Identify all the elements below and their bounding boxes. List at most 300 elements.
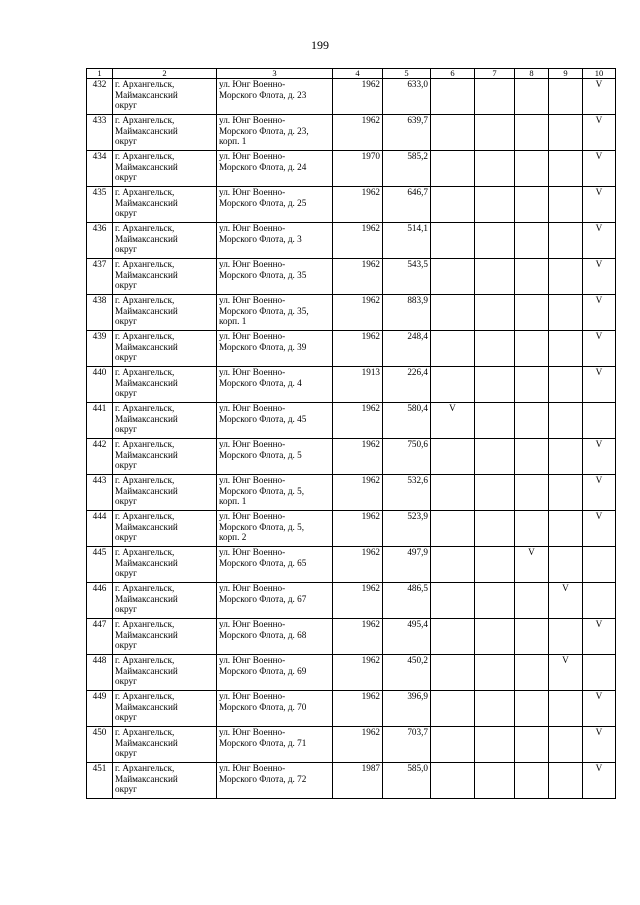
area-cell: 514,1: [383, 223, 431, 259]
locality-cell: [113, 79, 217, 115]
mark-cell-col-7: [475, 727, 515, 763]
address-line: корп. 2: [219, 532, 247, 543]
locality-line: Маймаксанский: [115, 413, 178, 424]
mark-cell-col-7: [475, 331, 515, 367]
address-line: ул. Юнг Военно-: [219, 79, 286, 89]
locality-line: Маймаксанский: [115, 197, 178, 208]
row-number-cell: 443: [87, 475, 113, 511]
mark-cell-col-9: [549, 151, 583, 187]
locality-line: г. Архангельск,: [115, 655, 175, 665]
row-number-cell: 450: [87, 727, 113, 763]
mark-cell-col-6: [431, 583, 475, 619]
address-cell: [217, 151, 333, 187]
mark-cell-col-9: [549, 403, 583, 439]
year-built-cell: 1962: [333, 439, 383, 475]
area-cell: 646,7: [383, 187, 431, 223]
mark-cell-col-10: V: [583, 259, 616, 295]
locality-line: Маймаксанский: [115, 161, 178, 172]
address-cell: [217, 115, 333, 151]
address-line: корп. 1: [219, 496, 247, 507]
address-line: Морского Флота, д. 70: [219, 701, 307, 712]
address-cell: [217, 583, 333, 619]
area-cell: 396,9: [383, 691, 431, 727]
mark-cell-col-7: [475, 403, 515, 439]
address-line: Морского Флота, д. 5: [219, 449, 302, 460]
row-number-cell: 451: [87, 763, 113, 799]
table-row: [87, 259, 616, 295]
address-line: ул. Юнг Военно-: [219, 295, 286, 305]
mark-cell-col-6: [431, 475, 475, 511]
locality-line: Маймаксанский: [115, 485, 178, 496]
address-line: Морского Флота, д. 5,: [219, 485, 305, 496]
address-cell: [217, 79, 333, 115]
locality-cell: [113, 691, 217, 727]
mark-cell-col-7: [475, 439, 515, 475]
year-built-cell: 1962: [333, 619, 383, 655]
mark-cell-col-8: [515, 619, 549, 655]
locality-line: округ: [115, 532, 137, 543]
row-number-cell: 446: [87, 583, 113, 619]
mark-cell-col-9: [549, 763, 583, 799]
row-number-cell: 438: [87, 295, 113, 331]
address-line: Морского Флота, д. 25: [219, 197, 307, 208]
locality-line: округ: [115, 352, 137, 363]
address-cell: [217, 223, 333, 259]
area-cell: 639,7: [383, 115, 431, 151]
mark-cell-col-7: [475, 187, 515, 223]
table-row: [87, 187, 616, 223]
address-cell: [217, 331, 333, 367]
year-built-cell: 1962: [333, 511, 383, 547]
year-built-cell: 1987: [333, 763, 383, 799]
address-line: Морского Флота, д. 69: [219, 665, 307, 676]
address-line: Морского Флота, д. 23: [219, 89, 307, 100]
locality-line: Маймаксанский: [115, 269, 178, 280]
locality-cell: [113, 295, 217, 331]
locality-line: г. Архангельск,: [115, 223, 175, 233]
locality-line: г. Архангельск,: [115, 187, 175, 197]
mark-cell-col-10: V: [583, 331, 616, 367]
mark-cell-col-8: [515, 187, 549, 223]
mark-cell-col-10: V: [583, 223, 616, 259]
address-line: ул. Юнг Военно-: [219, 115, 286, 125]
locality-cell: [113, 367, 217, 403]
table-row: [87, 619, 616, 655]
mark-cell-col-6: [431, 79, 475, 115]
row-number-cell: 432: [87, 79, 113, 115]
locality-cell: [113, 619, 217, 655]
mark-cell-col-7: [475, 151, 515, 187]
mark-cell-col-7: [475, 691, 515, 727]
address-cell: [217, 547, 333, 583]
mark-cell-col-10: V: [583, 511, 616, 547]
mark-cell-col-9: [549, 619, 583, 655]
mark-cell-col-9: [549, 187, 583, 223]
mark-cell-col-7: [475, 367, 515, 403]
address-line: Морского Флота, д. 3: [219, 233, 302, 244]
year-built-cell: 1962: [333, 187, 383, 223]
mark-cell-col-8: V: [515, 547, 549, 583]
mark-cell-col-8: [515, 331, 549, 367]
mark-cell-col-8: [515, 439, 549, 475]
year-built-cell: 1962: [333, 295, 383, 331]
year-built-cell: 1962: [333, 583, 383, 619]
address-line: ул. Юнг Военно-: [219, 331, 286, 341]
mark-cell-col-8: [515, 79, 549, 115]
mark-cell-col-9: [549, 331, 583, 367]
locality-line: Маймаксанский: [115, 377, 178, 388]
locality-line: округ: [115, 172, 137, 183]
mark-cell-col-8: [515, 223, 549, 259]
table-body: [87, 69, 616, 799]
table-row: [87, 475, 616, 511]
mark-cell-col-9: [549, 691, 583, 727]
locality-line: Маймаксанский: [115, 341, 178, 352]
table-row: [87, 727, 616, 763]
mark-cell-col-6: [431, 727, 475, 763]
mark-cell-col-10: [583, 403, 616, 439]
row-number-cell: 442: [87, 439, 113, 475]
address-line: ул. Юнг Военно-: [219, 223, 286, 233]
locality-line: округ: [115, 388, 137, 399]
mark-cell-col-6: [431, 439, 475, 475]
mark-cell-col-9: [549, 439, 583, 475]
locality-line: округ: [115, 640, 137, 651]
column-number: 8: [515, 69, 549, 79]
mark-cell-col-7: [475, 223, 515, 259]
table-row: [87, 367, 616, 403]
address-line: Морского Флота, д. 4: [219, 377, 302, 388]
table-row: [87, 223, 616, 259]
mark-cell-col-8: [515, 403, 549, 439]
address-line: ул. Юнг Военно-: [219, 403, 286, 413]
mark-cell-col-10: V: [583, 691, 616, 727]
area-cell: 585,2: [383, 151, 431, 187]
locality-line: Маймаксанский: [115, 521, 178, 532]
mark-cell-col-8: [515, 727, 549, 763]
mark-cell-col-10: V: [583, 619, 616, 655]
locality-line: г. Архангельск,: [115, 403, 175, 413]
mark-cell-col-7: [475, 295, 515, 331]
area-cell: 226,4: [383, 367, 431, 403]
locality-line: г. Архангельск,: [115, 583, 175, 593]
mark-cell-col-10: V: [583, 295, 616, 331]
address-line: Морского Флота, д. 24: [219, 161, 307, 172]
mark-cell-col-7: [475, 619, 515, 655]
locality-line: Маймаксанский: [115, 737, 178, 748]
table-row: [87, 655, 616, 691]
area-cell: 497,9: [383, 547, 431, 583]
mark-cell-col-7: [475, 475, 515, 511]
mark-cell-col-10: V: [583, 763, 616, 799]
locality-cell: [113, 439, 217, 475]
address-line: ул. Юнг Военно-: [219, 655, 286, 665]
table-row: [87, 511, 616, 547]
table-row: [87, 331, 616, 367]
row-number-cell: 448: [87, 655, 113, 691]
address-line: ул. Юнг Военно-: [219, 439, 286, 449]
mark-cell-col-10: V: [583, 187, 616, 223]
area-cell: 633,0: [383, 79, 431, 115]
locality-cell: [113, 403, 217, 439]
mark-cell-col-10: [583, 547, 616, 583]
address-cell: [217, 655, 333, 691]
area-cell: 523,9: [383, 511, 431, 547]
locality-line: г. Архангельск,: [115, 295, 175, 305]
column-number: 7: [475, 69, 515, 79]
locality-line: г. Архангельск,: [115, 619, 175, 629]
mark-cell-col-6: [431, 655, 475, 691]
address-line: Морского Флота, д. 23,: [219, 125, 309, 136]
address-line: ул. Юнг Военно-: [219, 367, 286, 377]
address-line: Морского Флота, д. 71: [219, 737, 307, 748]
locality-cell: [113, 187, 217, 223]
mark-cell-col-7: [475, 583, 515, 619]
locality-cell: [113, 583, 217, 619]
mark-cell-col-6: [431, 223, 475, 259]
mark-cell-col-9: [549, 367, 583, 403]
locality-line: Маймаксанский: [115, 773, 178, 784]
year-built-cell: 1962: [333, 655, 383, 691]
address-line: ул. Юнг Военно-: [219, 511, 286, 521]
area-cell: 450,2: [383, 655, 431, 691]
table-row: [87, 547, 616, 583]
mark-cell-col-6: [431, 367, 475, 403]
mark-cell-col-8: [515, 691, 549, 727]
mark-cell-col-6: [431, 511, 475, 547]
mark-cell-col-10: V: [583, 439, 616, 475]
locality-cell: [113, 259, 217, 295]
address-line: Морского Флота, д. 35: [219, 269, 307, 280]
locality-cell: [113, 727, 217, 763]
locality-cell: [113, 547, 217, 583]
address-cell: [217, 403, 333, 439]
locality-line: Маймаксанский: [115, 665, 178, 676]
locality-cell: [113, 475, 217, 511]
locality-line: Маймаксанский: [115, 89, 178, 100]
mark-cell-col-10: [583, 655, 616, 691]
mark-cell-col-8: [515, 763, 549, 799]
address-line: Морского Флота, д. 68: [219, 629, 307, 640]
locality-line: г. Архангельск,: [115, 115, 175, 125]
locality-line: округ: [115, 460, 137, 471]
row-number-cell: 437: [87, 259, 113, 295]
address-line: Морского Флота, д. 35,: [219, 305, 309, 316]
mark-cell-col-10: V: [583, 79, 616, 115]
table-row: [87, 583, 616, 619]
address-cell: [217, 367, 333, 403]
address-line: ул. Юнг Военно-: [219, 727, 286, 737]
locality-line: округ: [115, 604, 137, 615]
table-row: [87, 763, 616, 799]
mark-cell-col-7: [475, 763, 515, 799]
year-built-cell: 1962: [333, 475, 383, 511]
row-number-cell: 449: [87, 691, 113, 727]
row-number-cell: 445: [87, 547, 113, 583]
locality-line: округ: [115, 244, 137, 255]
locality-line: Маймаксанский: [115, 701, 178, 712]
mark-cell-col-7: [475, 259, 515, 295]
year-built-cell: 1962: [333, 223, 383, 259]
year-built-cell: 1962: [333, 115, 383, 151]
column-number: 2: [113, 69, 217, 79]
address-line: Морского Флота, д. 45: [219, 413, 307, 424]
mark-cell-col-9: V: [549, 655, 583, 691]
row-number-cell: 441: [87, 403, 113, 439]
table-row: [87, 691, 616, 727]
address-line: ул. Юнг Военно-: [219, 151, 286, 161]
locality-line: округ: [115, 316, 137, 327]
mark-cell-col-6: [431, 187, 475, 223]
address-line: корп. 1: [219, 136, 247, 147]
mark-cell-col-9: V: [549, 583, 583, 619]
area-cell: 750,6: [383, 439, 431, 475]
row-number-cell: 435: [87, 187, 113, 223]
locality-line: г. Архангельск,: [115, 259, 175, 269]
locality-line: округ: [115, 676, 137, 687]
locality-cell: [113, 223, 217, 259]
address-line: ул. Юнг Военно-: [219, 475, 286, 485]
year-built-cell: 1962: [333, 331, 383, 367]
locality-line: округ: [115, 424, 137, 435]
area-cell: 486,5: [383, 583, 431, 619]
locality-line: округ: [115, 280, 137, 291]
year-built-cell: 1962: [333, 691, 383, 727]
locality-line: округ: [115, 568, 137, 579]
address-line: Морского Флота, д. 5,: [219, 521, 305, 532]
mark-cell-col-6: [431, 115, 475, 151]
locality-cell: [113, 151, 217, 187]
row-number-cell: 439: [87, 331, 113, 367]
locality-line: г. Архангельск,: [115, 691, 175, 701]
mark-cell-col-8: [515, 475, 549, 511]
table-row: [87, 151, 616, 187]
housing-registry-table: [86, 68, 616, 799]
row-number-cell: 447: [87, 619, 113, 655]
locality-line: Маймаксанский: [115, 629, 178, 640]
area-cell: 543,5: [383, 259, 431, 295]
column-number: 5: [383, 69, 431, 79]
area-cell: 883,9: [383, 295, 431, 331]
address-line: ул. Юнг Военно-: [219, 763, 286, 773]
locality-line: г. Архангельск,: [115, 439, 175, 449]
mark-cell-col-8: [515, 367, 549, 403]
mark-cell-col-10: V: [583, 115, 616, 151]
row-number-cell: 444: [87, 511, 113, 547]
locality-line: г. Архангельск,: [115, 367, 175, 377]
address-line: Морского Флота, д. 65: [219, 557, 307, 568]
locality-cell: [113, 115, 217, 151]
address-line: ул. Юнг Военно-: [219, 187, 286, 197]
mark-cell-col-6: [431, 763, 475, 799]
mark-cell-col-10: V: [583, 151, 616, 187]
locality-line: округ: [115, 208, 137, 219]
mark-cell-col-9: [549, 79, 583, 115]
locality-cell: [113, 331, 217, 367]
mark-cell-col-6: V: [431, 403, 475, 439]
column-number: 1: [87, 69, 113, 79]
table-row: [87, 295, 616, 331]
locality-line: округ: [115, 712, 137, 723]
locality-line: округ: [115, 784, 137, 795]
locality-line: г. Архангельск,: [115, 763, 175, 773]
locality-line: г. Архангельск,: [115, 727, 175, 737]
address-cell: [217, 691, 333, 727]
row-number-cell: 440: [87, 367, 113, 403]
locality-line: г. Архангельск,: [115, 511, 175, 521]
mark-cell-col-9: [549, 547, 583, 583]
locality-cell: [113, 655, 217, 691]
address-cell: [217, 259, 333, 295]
year-built-cell: 1962: [333, 403, 383, 439]
locality-line: г. Архангельск,: [115, 331, 175, 341]
area-cell: 495,4: [383, 619, 431, 655]
mark-cell-col-9: [549, 115, 583, 151]
year-built-cell: 1913: [333, 367, 383, 403]
mark-cell-col-10: V: [583, 475, 616, 511]
mark-cell-col-9: [549, 475, 583, 511]
mark-cell-col-8: [515, 151, 549, 187]
table-row: [87, 115, 616, 151]
mark-cell-col-6: [431, 259, 475, 295]
address-line: ул. Юнг Военно-: [219, 619, 286, 629]
locality-line: Маймаксанский: [115, 449, 178, 460]
locality-line: Маймаксанский: [115, 125, 178, 136]
mark-cell-col-6: [431, 619, 475, 655]
address-line: корп. 1: [219, 316, 247, 327]
locality-line: округ: [115, 496, 137, 507]
mark-cell-col-10: V: [583, 727, 616, 763]
address-line: Морского Флота, д. 67: [219, 593, 307, 604]
address-line: Морского Флота, д. 72: [219, 773, 307, 784]
mark-cell-col-9: [549, 295, 583, 331]
mark-cell-col-8: [515, 655, 549, 691]
locality-line: округ: [115, 748, 137, 759]
address-line: ул. Юнг Военно-: [219, 547, 286, 557]
mark-cell-col-6: [431, 691, 475, 727]
table-row: [87, 439, 616, 475]
locality-line: Маймаксанский: [115, 305, 178, 316]
area-cell: 580,4: [383, 403, 431, 439]
row-number-cell: 433: [87, 115, 113, 151]
address-cell: [217, 511, 333, 547]
mark-cell-col-9: [549, 727, 583, 763]
locality-cell: [113, 763, 217, 799]
area-cell: 585,0: [383, 763, 431, 799]
locality-line: Маймаксанский: [115, 233, 178, 244]
locality-line: округ: [115, 100, 137, 111]
address-cell: [217, 295, 333, 331]
address-cell: [217, 763, 333, 799]
mark-cell-col-10: V: [583, 367, 616, 403]
locality-line: г. Архангельск,: [115, 151, 175, 161]
mark-cell-col-10: [583, 583, 616, 619]
year-built-cell: 1962: [333, 79, 383, 115]
address-cell: [217, 187, 333, 223]
mark-cell-col-7: [475, 511, 515, 547]
address-line: ул. Юнг Военно-: [219, 259, 286, 269]
address-line: ул. Юнг Военно-: [219, 583, 286, 593]
mark-cell-col-6: [431, 151, 475, 187]
year-built-cell: 1962: [333, 547, 383, 583]
column-number-row: [87, 69, 616, 79]
mark-cell-col-8: [515, 115, 549, 151]
column-number: 6: [431, 69, 475, 79]
address-cell: [217, 619, 333, 655]
mark-cell-col-8: [515, 259, 549, 295]
locality-line: округ: [115, 136, 137, 147]
mark-cell-col-9: [549, 259, 583, 295]
